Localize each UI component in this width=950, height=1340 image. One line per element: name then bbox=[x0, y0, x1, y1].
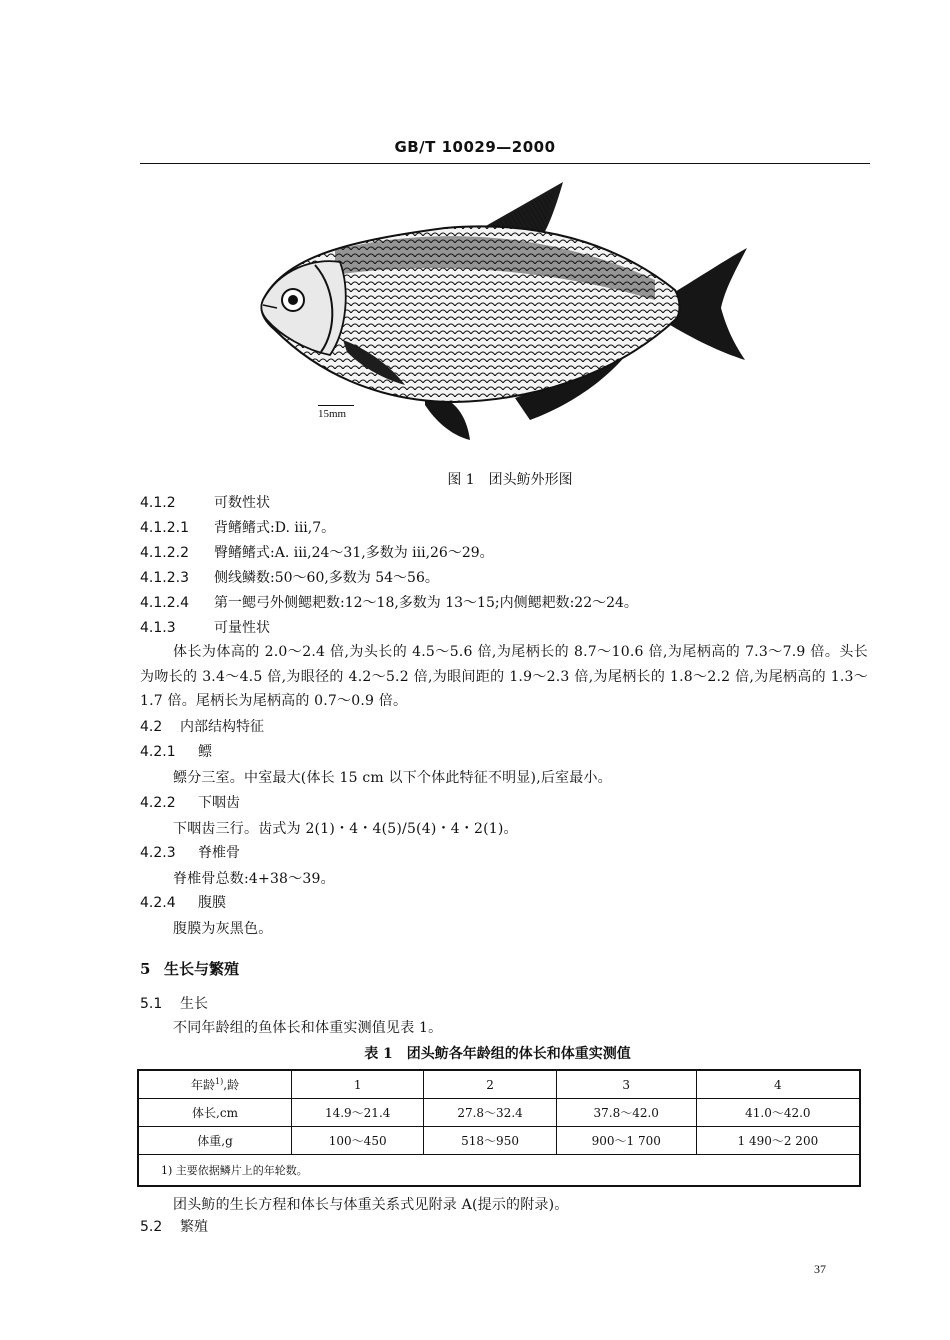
scale-label: 15mm bbox=[318, 408, 347, 420]
section-4-1-2 bbox=[140, 492, 270, 512]
section-number: 4.2.1 bbox=[140, 744, 176, 760]
section-4-2-4 bbox=[140, 892, 226, 912]
peritoneum-text: 腹膜为灰黑色。 bbox=[173, 921, 273, 937]
table-cell: 27.8～32.4 bbox=[424, 1099, 556, 1127]
section-text: 侧线鳞数:50～60,多数为 54～56。 bbox=[214, 570, 439, 586]
section-4-1-2-4 bbox=[140, 592, 638, 612]
section-number: 5.1 bbox=[140, 996, 163, 1012]
footnote-marker: 1) bbox=[214, 1077, 224, 1086]
section-number: 5.2 bbox=[140, 1219, 163, 1235]
table-header-row bbox=[138, 1070, 860, 1099]
header-rule bbox=[140, 163, 870, 164]
section-4-1-2-3 bbox=[140, 567, 439, 587]
section-text: 第一鳃弓外侧鳃耙数:12～18,多数为 13～15;内侧鳃耙数:22～24。 bbox=[214, 595, 638, 611]
section-4-1-2-1 bbox=[140, 517, 335, 537]
section-4-2 bbox=[140, 716, 264, 736]
section-title: 下咽齿 bbox=[198, 795, 240, 811]
section-title: 生长 bbox=[180, 996, 208, 1012]
section-text: 背鳍鳍式:D. iii,7。 bbox=[214, 520, 336, 536]
table-cell: 37.8～42.0 bbox=[556, 1099, 696, 1127]
section-4-2-3 bbox=[140, 842, 240, 862]
table-cell: 518～950 bbox=[424, 1127, 556, 1155]
section-title: 脊椎骨 bbox=[198, 845, 240, 861]
section-5-1 bbox=[140, 993, 208, 1013]
header-label: 年龄 bbox=[190, 1078, 215, 1092]
scale-bar bbox=[318, 405, 354, 406]
section-title: 繁殖 bbox=[180, 1219, 208, 1235]
swim-bladder-text: 鳔分三室。中室最大(体长 15 cm 以下个体此特征不明显),后室最小。 bbox=[173, 770, 612, 786]
pharyngeal-teeth-text: 下咽齿三行。齿式为 2(1)・4・4(5)/5(4)・4・2(1)。 bbox=[173, 821, 518, 837]
section-text: 臀鳍鳍式:A. iii,24～31,多数为 iii,26～29。 bbox=[214, 545, 494, 561]
section-number: 4.2.4 bbox=[140, 895, 176, 911]
table-cell: 1 490～2 200 bbox=[696, 1127, 860, 1155]
figure-caption: 图 1 团头鲂外形图 bbox=[447, 472, 573, 488]
section-5 bbox=[140, 958, 239, 979]
section-number: 4.2 bbox=[140, 719, 163, 735]
section-title: 鳔 bbox=[198, 744, 212, 760]
section-title: 内部结构特征 bbox=[180, 719, 264, 735]
vertebrae-text: 脊椎骨总数:4+38～39。 bbox=[173, 871, 335, 887]
section-4-1-3 bbox=[140, 617, 270, 637]
measurable-traits-paragraph: 体长为体高的 2.0～2.4 倍,为头长的 4.5～5.6 倍,为尾柄长的 8.7～10.6 倍,为尾柄高的 7.3～7.9 倍。头长为吻长的 3.4～4.5 倍,为眼径的 4.2～5.2 倍,为眼间距的 1.9～2.3 倍,为尾柄长的 1.8～2.2 倍,为尾柄高的 1.3～1.7 倍。尾柄长为尾柄高的 0.7～0.9 倍。 bbox=[140, 644, 868, 709]
header-label-cell bbox=[138, 1070, 292, 1099]
section-number: 4.1.2.4 bbox=[140, 595, 189, 611]
table-row bbox=[138, 1099, 860, 1127]
table-cell: 14.9～21.4 bbox=[292, 1099, 424, 1127]
section-number: 4.1.3 bbox=[140, 620, 176, 636]
growth-intro-text: 不同年龄组的鱼体长和体重实测值见表 1。 bbox=[173, 1020, 443, 1036]
section-title: 可量性状 bbox=[214, 620, 270, 636]
age-cell: 2 bbox=[424, 1070, 556, 1099]
section-4-2-2 bbox=[140, 792, 240, 812]
growth-equation-text: 团头鲂的生长方程和体长与体重关系式见附录 A(提示的附录)。 bbox=[173, 1197, 569, 1213]
table-cell: 100～450 bbox=[292, 1127, 424, 1155]
section-title: 可数性状 bbox=[214, 495, 270, 511]
section-number: 4.1.2 bbox=[140, 495, 176, 511]
row-label: 体重,g bbox=[138, 1127, 292, 1155]
section-title: 腹膜 bbox=[198, 895, 226, 911]
header-unit: ,龄 bbox=[223, 1078, 240, 1092]
table-cell: 41.0～42.0 bbox=[696, 1099, 860, 1127]
section-number: 4.2.2 bbox=[140, 795, 176, 811]
section-title: 生长与繁殖 bbox=[164, 960, 240, 978]
table-footnote: 1) 主要依据鳞片上的年轮数。 bbox=[138, 1155, 860, 1187]
table-title: 表 1 团头鲂各年龄组的体长和体重实测值 bbox=[364, 1046, 631, 1062]
table-row bbox=[138, 1127, 860, 1155]
table-note-row bbox=[138, 1155, 860, 1187]
section-number: 4.1.2.3 bbox=[140, 570, 189, 586]
section-number: 4.1.2.1 bbox=[140, 520, 189, 536]
section-5-2 bbox=[140, 1216, 208, 1236]
age-cell: 4 bbox=[696, 1070, 860, 1099]
page-number: 37 bbox=[814, 1262, 826, 1276]
section-4-1-2-2 bbox=[140, 542, 494, 562]
age-cell: 3 bbox=[556, 1070, 696, 1099]
age-length-weight-table bbox=[137, 1069, 861, 1187]
section-number: 4.2.3 bbox=[140, 845, 176, 861]
row-label: 体长,cm bbox=[138, 1099, 292, 1127]
age-cell: 1 bbox=[292, 1070, 424, 1099]
standard-code-header: GB/T 10029—2000 bbox=[394, 138, 556, 156]
section-number: 4.1.2.2 bbox=[140, 545, 189, 561]
section-4-2-1 bbox=[140, 741, 212, 761]
section-number: 5 bbox=[140, 960, 151, 978]
table-cell: 900～1 700 bbox=[556, 1127, 696, 1155]
